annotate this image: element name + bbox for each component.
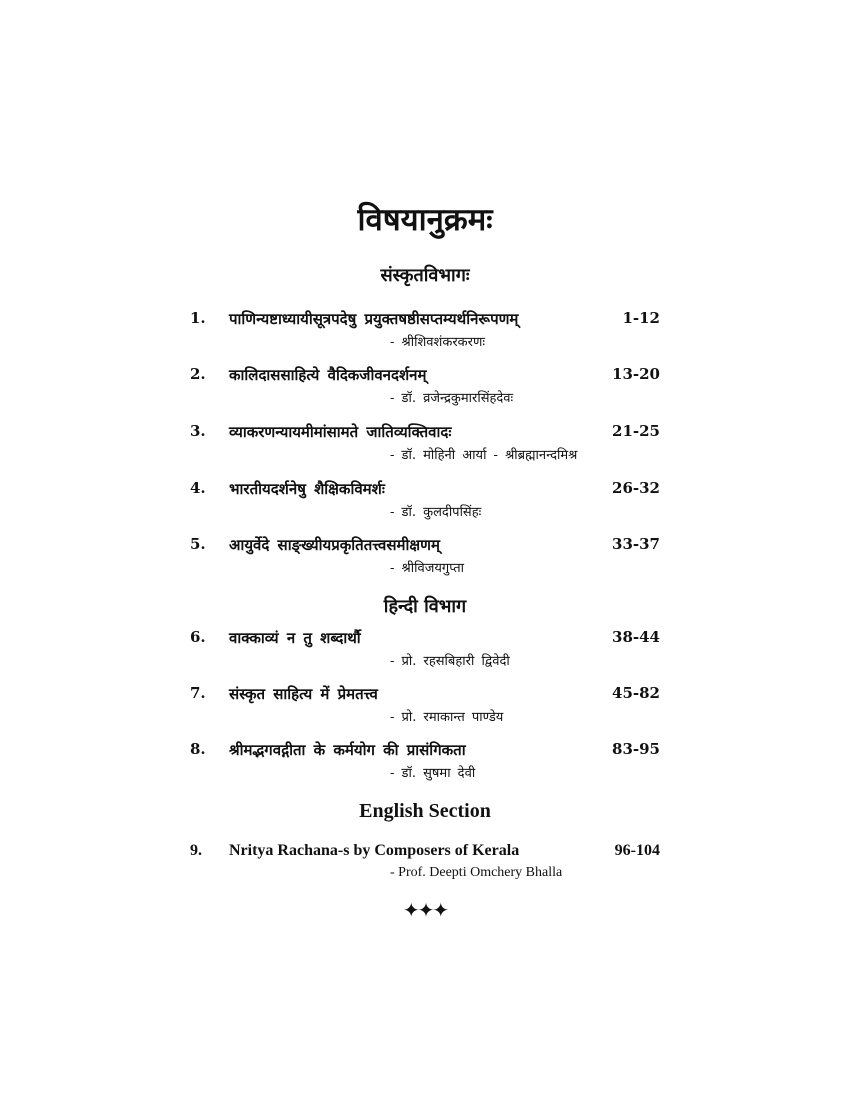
entry-number: 5. (190, 535, 206, 553)
entry-pages: 83-95 (612, 740, 660, 758)
entry-number: 9. (190, 842, 202, 859)
entry-title: वाक्काव्यं न तु शब्दार्थौ (229, 629, 361, 647)
entry-title: कालिदाससाहित्ये वैदिकजीवनदर्शनम् (229, 366, 427, 384)
entry-pages: 33-37 (612, 535, 660, 553)
entry-pages: 13-20 (612, 365, 660, 383)
entry-number: 2. (190, 365, 206, 383)
entry-title: संस्कृत साहित्य में प्रेमतत्त्व (229, 685, 378, 703)
entry-number: 3. (190, 422, 206, 440)
section-heading-hindi: हिन्दी विभाग (383, 596, 467, 617)
entry-author: - श्रीविजयगुप्ता (390, 561, 464, 576)
entry-pages: 96-104 (614, 842, 660, 859)
entry-title: पाणिन्यष्टाध्यायीसूत्रपदेषु प्रयुक्तषष्ठीसप्तम्यर्थनिरूपणम् (229, 310, 519, 328)
entry-author: - प्रो. रहसबिहारी द्विवेदी (390, 654, 510, 669)
entry-title: भारतीयदर्शनेषु शैक्षिकविमर्शः (229, 480, 385, 498)
entry-author: - डॉ. मोहिनी आर्या - श्रीब्रह्मानन्दमिश्र (390, 448, 578, 463)
entry-pages: 21-25 (612, 422, 660, 440)
entry-title: व्याकरणन्यायमीमांसामते जातिव्यक्तिवादः (229, 423, 452, 441)
ornament-stars: ✦✦✦ (402, 898, 448, 922)
entry-pages: 1-12 (622, 309, 660, 327)
section-heading-sanskrit: संस्कृतविभागः (380, 265, 470, 286)
entry-title: Nritya Rachana-s by Composers of Kerala (229, 842, 520, 859)
entry-pages: 45-82 (612, 684, 660, 702)
entry-number: 4. (190, 479, 206, 497)
entry-number: 6. (190, 628, 206, 646)
entry-number: 8. (190, 740, 206, 758)
entry-pages: 38-44 (612, 628, 660, 646)
entry-number: 7. (190, 684, 206, 702)
entry-author: - प्रो. रमाकान्त पाण्डेय (390, 710, 504, 725)
entry-title: श्रीमद्भगवद्गीता के कर्मयोग की प्रासंगिकता (229, 741, 466, 759)
page-title: विषयानुक्रमः (357, 202, 493, 238)
entry-number: 1. (190, 309, 206, 327)
entry-author: - श्रीशिवशंकरकरणः (390, 335, 485, 350)
entry-title: आयुर्वेदे साङ्ख्यीयप्रकृतितत्त्वसमीक्षणम् (229, 536, 440, 554)
entry-author: - Prof. Deepti Omchery Bhalla (390, 865, 563, 880)
entry-author: - डॉ. सुषमा देवी (390, 766, 476, 781)
section-heading-english: English Section (359, 800, 491, 822)
entry-pages: 26-32 (612, 479, 660, 497)
entry-author: - डॉ. व्रजेन्द्रकुमारसिंहदेवः (390, 391, 514, 406)
entry-author: - डॉ. कुलदीपसिंहः (390, 505, 482, 520)
